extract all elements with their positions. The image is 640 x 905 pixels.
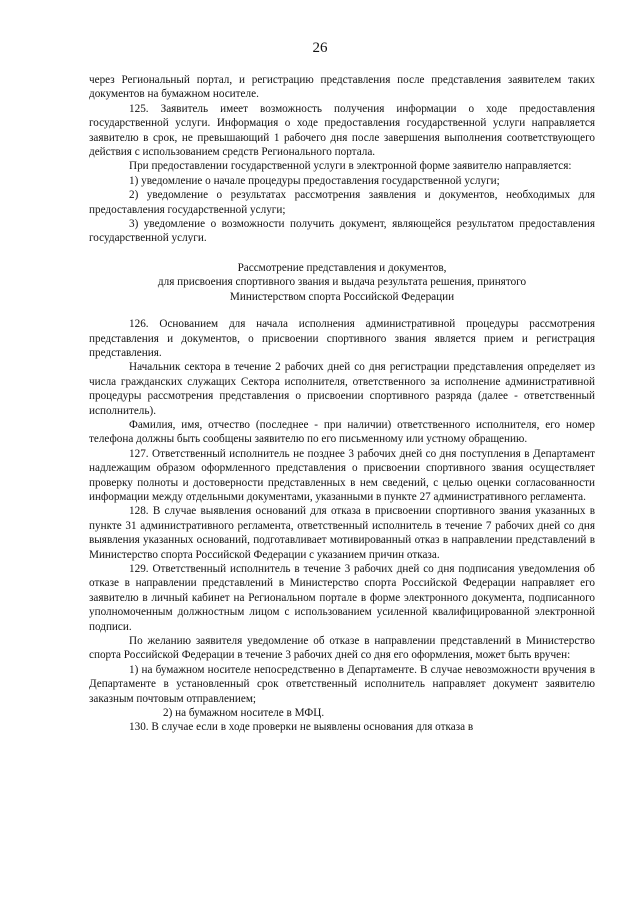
paragraph-130: 130. В случае если в ходе проверки не выявлены основания для отказа в (129, 721, 474, 734)
paragraph-126: 126. Основанием для начала исполнения административной процедуры рассмотрения представления и документов, о присвоении спортивного звания является прием и регистрация представления. (89, 318, 595, 359)
paragraph-continuation: через Региональный портал, и регистрацию представления после представления заявителем таких документов на бумажном носителе. (89, 74, 595, 101)
paragraph-executor-name: Фамилия, имя, отчество (последнее - при наличии) ответственного исполнителя, его номер телефона должны быть сообщены заявителю по его письменному или устному обращению. (89, 418, 595, 446)
list-item-3: 3) уведомление о возможности получить документ, являющейся результатом предоставления государственной услуги. (89, 218, 595, 245)
section-heading (89, 261, 595, 304)
delivery-option-1: 1) на бумажном носителе непосредственно в Департаменте. В случае невозможности вручения в Департаменте в установленный срок ответственный исполнитель направляет документ заявителю заказным почтовым отправлением; (89, 663, 595, 705)
list-item-2: 2) уведомление о результатах рассмотрения заявления и документов, необходимых для предоставления государственной услуги; (89, 189, 595, 216)
list-item-1: 1) уведомление о начале процедуры предоставления государственной услуги; (129, 174, 500, 187)
section-heading-line-2: для присвоения спортивного звания и выдача результата решения, принятого (157, 276, 527, 289)
paragraph-129: 129. Ответственный исполнитель в течение 3 рабочих дней со дня подписания уведомления об отказе в направлении представлений в Министерство спорта Российской Федерации направляет его заявителю в личный кабинет на Региональном портале в форме электронного документа, подписанного уполномоченным должностным лицом с использованием усиленной квалифицированной электронной подписи. (89, 563, 595, 633)
page-number: 26 (312, 40, 328, 56)
delivery-option-2: 2) на бумажном носителе в МФЦ. (163, 707, 325, 720)
paragraph-127: 127. Ответственный исполнитель не позднее 3 рабочих дней со дня поступления в Департамент надлежащим образом оформленного представления о присвоении спортивного звания осуществляет проверку полноты и достоверности представленных в нем сведений, с целью оценки согласованности информации между отдельными документами, указанными в пункте 27 административного регламента. (89, 447, 595, 503)
paragraph-128: 128. В случае выявления оснований для отказа в присвоении спортивного звания указанных в пункте 31 административного регламента, ответственный исполнитель в течение 7 рабочих дней со дня выявления указанных оснований, подготавливает мотивированный отказ в направлении представлений в Министерство спорта Российской Федерации с указанием причин отказа. (89, 505, 595, 561)
section-heading-line-1: Рассмотрение представления и документов, (237, 261, 447, 274)
section-heading-line-3: Министерством спорта Российской Федерации (229, 290, 455, 303)
paragraph-electronic-form: При предоставлении государственной услуги в электронной форме заявителю направляется: (129, 160, 572, 173)
paragraph-sector-head: Начальник сектора в течение 2 рабочих дней со дня регистрации представления определяет из числа гражданских служащих Сектора исполнителя, ответственного за исполнение административной процедуры рассмотрения представления о присвоении спортивного разряда (далее - ответственный исполнитель). (89, 361, 595, 417)
paragraph-125: 125. Заявитель имеет возможность получения информации о ходе предоставления государственной услуги. Информация о ходе предоставления государственной услуги направляется заявителю в срок, не превышающий 1 рабочего дня после завершения выполнения соответствующего действия с использованием средств Регионального портала. (89, 102, 595, 159)
paragraph-delivery-options: По желанию заявителя уведомление об отказе в направлении представлений в Министерство спорта Российской Федерации в течение 3 рабочих дней со дня его оформления, может быть вручен: (89, 635, 595, 662)
document-body (89, 73, 595, 735)
